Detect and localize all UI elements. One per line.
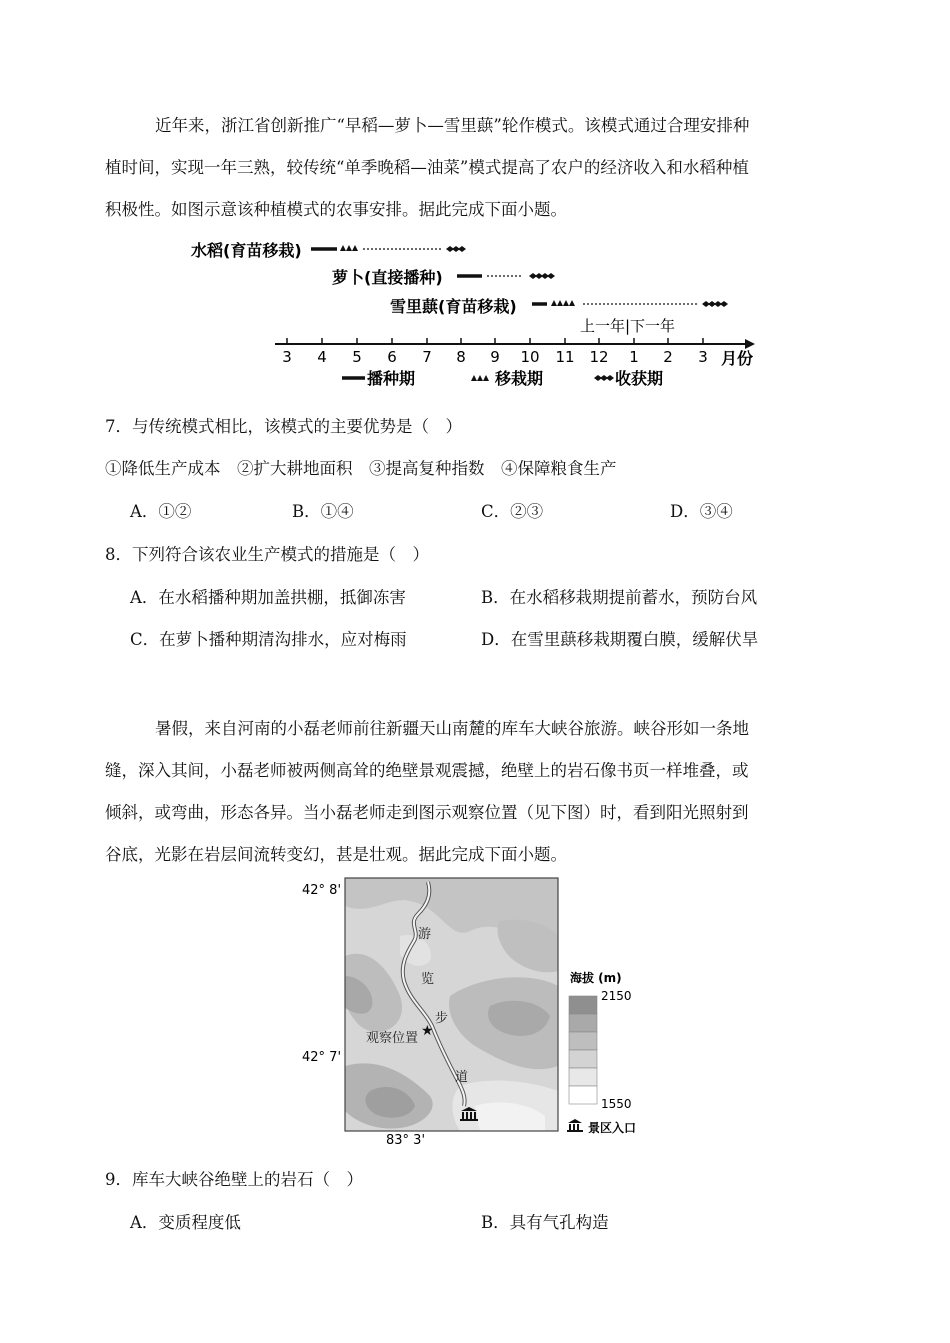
- mustard-transplant-marks: [551, 300, 575, 306]
- legend-transplant-label: 移栽期: [495, 369, 544, 388]
- elevation-legend-swatches: [569, 996, 597, 1104]
- crop-label-radish: 萝卜(直接播种): [332, 268, 443, 287]
- axis-tick-label: 10: [520, 348, 540, 366]
- axis-tick-label: 1: [629, 348, 639, 366]
- axis-tick-label: 8: [456, 348, 466, 366]
- question-7-items: ①降低生产成本 ②扩大耕地面积 ③提高复种指数 ④保障粮食生产: [105, 459, 617, 478]
- axis-tick-label: 4: [317, 348, 327, 366]
- mustard-harvest-marks: [702, 301, 728, 307]
- passage-1-line: 近年来，浙江省创新推广“早稻—萝卜—雪里蕻”轮作模式。该模式通过合理安排种: [155, 116, 750, 135]
- axis-tick-label: 3: [282, 348, 292, 366]
- rice-transplant-marks: [340, 245, 358, 251]
- passage-1-line: 植时间，实现一年三熟，较传统“单季晚稻—油菜”模式提高了农户的经济收入和水稻种植: [105, 158, 749, 177]
- question-7-option-b[interactable]: B．①④: [292, 502, 354, 521]
- legend-harvest-label: 收获期: [615, 369, 664, 388]
- elevation-legend-max: 2150: [601, 989, 632, 1003]
- radish-schedule-row: [457, 273, 555, 279]
- passage-2-line: 谷底，光影在岩层间流转变幻，甚是壮观。据此完成下面小题。: [105, 845, 567, 864]
- crop-label-mustard: 雪里蕻(育苗移栽): [390, 297, 517, 316]
- elevation-legend-title: 海拔 (m): [570, 971, 622, 985]
- axis-unit-label: 月份: [721, 349, 754, 368]
- passage-1: [105, 105, 847, 231]
- question-8-option-d[interactable]: D．在雪里蕻移栽期覆白膜，缓解伏旱: [481, 630, 759, 649]
- question-8-option-c[interactable]: C．在萝卜播种期清沟排水，应对梅雨: [130, 630, 407, 649]
- trail-char-1: 游: [418, 927, 432, 942]
- latitude-mid-label: 42° 7': [302, 1050, 342, 1065]
- latitude-top-label: 42° 8': [302, 883, 342, 898]
- axis-tick-label: 3: [698, 348, 708, 366]
- axis-tick-label: 11: [555, 348, 575, 366]
- question-9-option-a[interactable]: A．变质程度低: [130, 1213, 241, 1232]
- axis-tick-labels: [282, 348, 708, 366]
- question-8-option-b[interactable]: B．在水稻移栽期提前蓄水，预防台风: [481, 588, 758, 607]
- elevation-legend-min: 1550: [601, 1097, 632, 1111]
- passage-1-line: 积极性。如图示意该种植模式的农事安排。据此完成下面小题。: [105, 200, 567, 219]
- question-9-stem: 9．库车大峡谷绝壁上的岩石（ ）: [105, 1170, 363, 1189]
- axis-tick-label: 7: [422, 348, 432, 366]
- question-7-option-a[interactable]: A．①②: [130, 502, 192, 521]
- axis-tick-label: 9: [490, 348, 500, 366]
- observation-label: 观察位置: [366, 1031, 419, 1046]
- trail-char-4: 道: [455, 1070, 469, 1085]
- rice-harvest-marks: [446, 246, 466, 252]
- question-8-option-a[interactable]: A．在水稻播种期加盖拱棚，抵御冻害: [130, 588, 406, 607]
- trail-char-3: 步: [435, 1011, 449, 1026]
- crop-label-rice: 水稻(育苗移栽): [191, 241, 302, 260]
- axis-arrow: [745, 339, 755, 349]
- question-7-option-d[interactable]: D．③④: [670, 502, 733, 521]
- axis-tick-label: 5: [352, 348, 362, 366]
- legend-harvest-symbol: [594, 375, 614, 381]
- axis-tick-label: 12: [589, 348, 609, 366]
- rice-schedule-row: [311, 245, 466, 252]
- passage-2-line: 暑假，来自河南的小磊老师前往新疆天山南麓的库车大峡谷旅游。峡谷形如一条地: [155, 719, 749, 738]
- passage-2-line: 倾斜，或弯曲，形态各异。当小磊老师走到图示观察位置（见下图）时，看到阳光照射到: [105, 803, 749, 822]
- terrain-map: [345, 878, 558, 1131]
- entrance-legend-label: 景区入口: [588, 1121, 637, 1135]
- legend-sowing-label: 播种期: [367, 369, 416, 388]
- canyon-map-figure: [300, 876, 660, 1146]
- radish-harvest-marks: [529, 273, 555, 279]
- question-7-stem: 7．与传统模式相比，该模式的主要优势是（ ）: [105, 417, 462, 436]
- farming-schedule-figure: [185, 232, 765, 392]
- legend-entrance-icon: [567, 1119, 583, 1132]
- question-7-option-c[interactable]: C．②③: [481, 502, 544, 521]
- passage-2-line: 缝，深入其间，小磊老师被两侧高耸的绝壁景观震撼，绝壁上的岩石像书页一样堆叠，或: [105, 761, 749, 780]
- axis-tick-label: 2: [663, 348, 673, 366]
- year-divider-label: 上一年|下一年: [580, 317, 676, 335]
- legend-transplant-symbol: [471, 375, 489, 381]
- axis-tick-label: 6: [387, 348, 397, 366]
- question-9-option-b[interactable]: B．具有气孔构造: [481, 1213, 609, 1232]
- longitude-label: 83° 3': [386, 1133, 426, 1146]
- mustard-schedule-row: [532, 300, 728, 307]
- passage-2: [105, 708, 847, 876]
- observation-star-icon: ★: [421, 1023, 434, 1039]
- trail-char-2: 览: [421, 972, 435, 987]
- question-8-stem: 8．下列符合该农业生产模式的措施是（ ）: [105, 545, 429, 564]
